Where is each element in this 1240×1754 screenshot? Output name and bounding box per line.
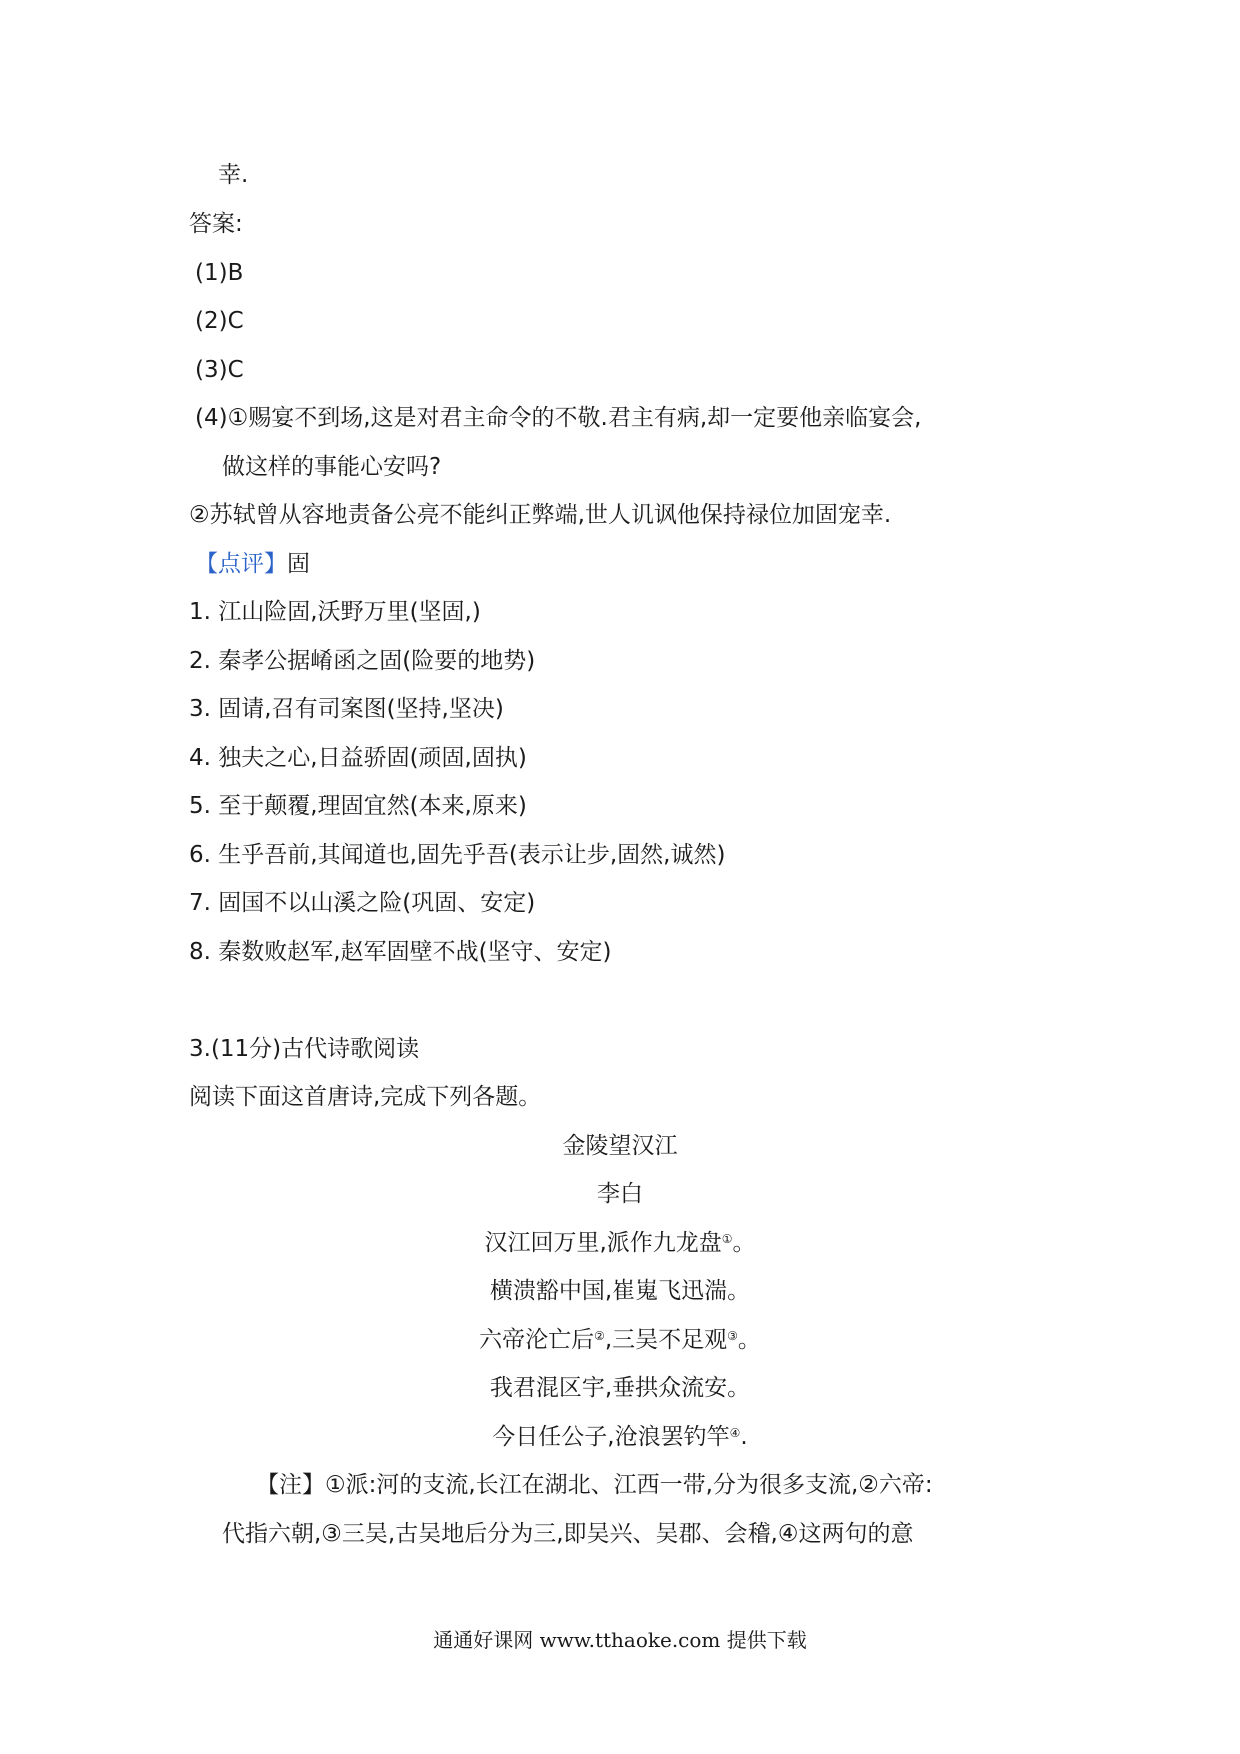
poem-line: 汉江回万里,派作九龙盘①。 (484, 1230, 756, 1256)
review-word: 固 (287, 551, 310, 577)
continued-text: 幸. (218, 162, 249, 188)
answer-4-line2: 做这样的事能心安吗? (222, 454, 442, 480)
poem-line: 今日任公子,沧浪罢钓竿④. (492, 1424, 748, 1450)
answer-2: (2)C (195, 308, 244, 334)
poem-title: 金陵望汉江 (562, 1133, 678, 1159)
question-3-title: 3.(11分)古代诗歌阅读 (189, 1036, 420, 1062)
answer-3: (3)C (195, 357, 244, 383)
answer-4-line3: ②苏轼曾从容地责备公亮不能纠正弊端,世人讥讽他保持禄位加固宠幸. (189, 502, 892, 528)
review-item: 7. 固国不以山溪之险(巩固、安定) (189, 890, 536, 916)
poem-line: 我君混区宇,垂拱众流安。 (489, 1375, 751, 1401)
footnote-mark: ① (721, 1232, 733, 1246)
answer-4-line1: (4)①赐宴不到场,这是对君主命令的不敬.君主有病,却一定要他亲临宴会, (195, 405, 922, 431)
footnote-mark: ④ (729, 1426, 741, 1440)
review-heading (195, 549, 310, 579)
poem-author: 李白 (597, 1181, 643, 1207)
page-footer: 通通好课网 www.tthaoke.com 提供下载 (433, 1628, 807, 1652)
review-item: 1. 江山险固,沃野万里(坚固,) (189, 599, 481, 625)
footnote-mark: ② (594, 1329, 605, 1343)
review-tag: 【点评】 (195, 551, 287, 577)
review-item: 6. 生乎吾前,其闻道也,固先乎吾(表示让步,固然,诚然) (189, 842, 726, 868)
review-item: 3. 固请,召有司案图(坚持,坚决) (189, 696, 504, 722)
review-item: 5. 至于颠覆,理固宜然(本来,原来) (189, 793, 527, 819)
poem-line: 六帝沦亡后②,三吴不足观③。 (479, 1327, 761, 1353)
review-item: 4. 独夫之心,日益骄固(顽固,固执) (189, 745, 527, 771)
answer-1: (1)B (195, 260, 244, 286)
answer-label: 答案: (189, 211, 243, 237)
footnote-mark: ③ (727, 1329, 738, 1343)
notes-line1: 【注】①派:河的支流,长江在湖北、江西一带,分为很多支流,②六帝: (256, 1472, 933, 1498)
question-3-instruction: 阅读下面这首唐诗,完成下列各题。 (189, 1084, 542, 1110)
review-item: 2. 秦孝公据崤函之固(险要的地势) (189, 648, 536, 674)
notes-line2: 代指六朝,③三吴,古吴地后分为三,即吴兴、吴郡、会稽,④这两句的意 (222, 1521, 914, 1547)
review-item: 8. 秦数败赵军,赵军固壁不战(坚守、安定) (189, 939, 612, 965)
poem-line: 横溃豁中国,崔嵬飞迅湍。 (489, 1278, 751, 1304)
